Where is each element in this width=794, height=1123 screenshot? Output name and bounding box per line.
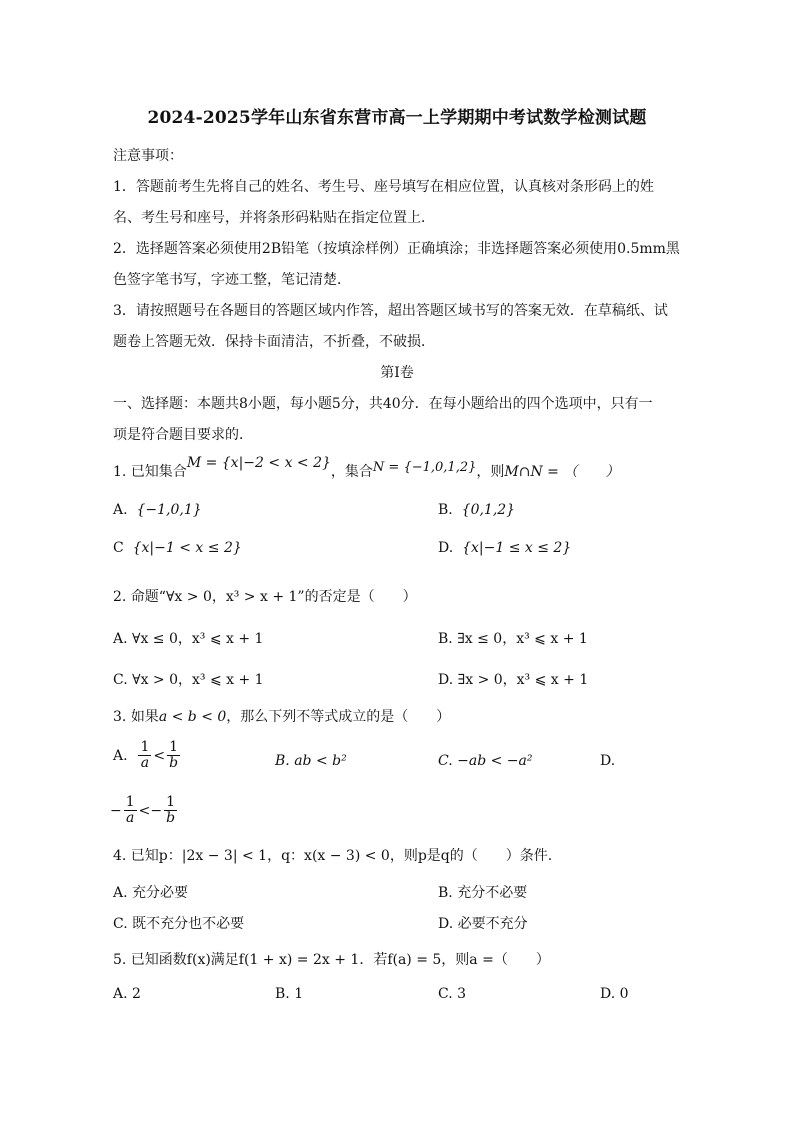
denominator: b: [166, 810, 176, 827]
question-4-stem: 4. 已知p：|2x − 3| < 1，q：x(x − 3) < 0，则p是q的（ ）条件.: [113, 848, 553, 864]
option-c: C. 3: [438, 986, 467, 1002]
option-c: C. −ab < −a²: [438, 753, 533, 769]
stem-text: ，则: [476, 464, 505, 480]
option-label: D.: [438, 540, 454, 556]
question-2-stem: 2. 命题“∀x > 0，x³ > x + 1”的否定是（ ）: [113, 589, 417, 605]
option-value: {x|−1 ≤ x ≤ 2}: [462, 540, 572, 556]
fraction-one-over-b: [164, 795, 177, 827]
minus-sign: −: [150, 802, 163, 819]
fraction-one-over-b: [167, 740, 180, 772]
option-label: A.: [113, 747, 128, 764]
set-m: M = {x|−2 < x < 2}: [186, 455, 331, 471]
section-heading: 一、选择题：本题共8小题，每小题5分，共40分．在每小题给出的四个选项中，只有一: [113, 396, 653, 412]
option-d: D. ∃x > 0，x³ ⩽ x + 1: [438, 672, 589, 688]
section-heading-cont: 项是符合题目要求的．: [113, 427, 253, 443]
numerator: 1: [125, 794, 135, 810]
option-label: B.: [438, 502, 453, 518]
option-d: [438, 540, 571, 556]
stem-text: 如果: [130, 709, 159, 725]
question-1-stem: [113, 455, 620, 481]
question-5-stem: 5. 已知函数f(x)满足f(1 + x) = 2x + 1．若f(a) = 5，则a =（ ）: [113, 952, 550, 968]
option-b: [438, 502, 515, 518]
option-c: C. 既不充分也不必要: [113, 916, 245, 932]
option-a: [113, 740, 182, 772]
notice-line: 1．答题前考生先将自己的姓名、考生号、座号填写在相应位置，认真核对条形码上的姓: [113, 179, 654, 195]
option-a: A. 2: [113, 986, 141, 1002]
option-b: B. 充分不必要: [438, 885, 528, 901]
less-than: <: [138, 802, 151, 819]
option-label: A.: [113, 502, 128, 518]
option-d-label: D.: [600, 753, 616, 769]
option-c: C. ∀x > 0，x³ ⩽ x + 1: [113, 672, 264, 688]
notice-line: 3．请按照题号在各题目的答题区域内作答，超出答题区域书写的答案无效．在草稿纸、试: [113, 303, 668, 319]
less-than: <: [153, 747, 166, 764]
option-a: A. 充分必要: [113, 885, 189, 901]
notice-line: 2．选择题答案必须使用2B铅笔（按填涂样例）正确填涂；非选择题答案必须使用0.5mm黑: [113, 241, 680, 257]
notice-line: 题卷上答题无效．保持卡面清洁，不折叠，不破损．: [113, 334, 435, 350]
stem-text: ，集合: [330, 464, 373, 480]
numerator: 1: [140, 739, 150, 755]
option-b: B. ab < b²: [275, 753, 347, 769]
option-value: {0,1,2}: [461, 502, 516, 518]
option-b: B. 1: [275, 986, 304, 1002]
minus-sign: −: [110, 802, 122, 819]
fraction-one-over-a: [124, 795, 137, 827]
option-label: C: [113, 540, 124, 556]
denominator: b: [169, 755, 179, 772]
option-value: {x|−1 < x ≤ 2}: [132, 540, 242, 556]
option-d: [110, 795, 179, 827]
page-title: 2024-2025学年山东省东营市高一上学期期中考试数学检测试题: [147, 108, 647, 128]
volume-heading: 第Ⅰ卷: [380, 365, 414, 381]
condition: a < b < 0: [158, 709, 227, 725]
question-number: 3.: [113, 709, 131, 725]
ask-text: M∩N = （ ）: [504, 464, 620, 480]
option-a: A. ∀x ≤ 0，x³ ⩽ x + 1: [113, 631, 264, 647]
set-n: N = {−1,0,1,2}: [372, 460, 477, 475]
option-d: D. 0: [600, 986, 629, 1002]
question-number: 1.: [113, 464, 131, 480]
option-b: B. ∃x ≤ 0，x³ ⩽ x + 1: [438, 631, 588, 647]
option-d: D. 必要不充分: [438, 916, 528, 932]
fraction-one-over-a: [138, 740, 151, 772]
notice-line: 色签字笔书写，字迹工整，笔记清楚．: [113, 272, 351, 288]
option-a: [113, 502, 202, 518]
notice-heading: 注意事项：: [113, 148, 183, 164]
denominator: a: [140, 755, 150, 772]
option-value: {−1,0,1}: [136, 502, 202, 518]
stem-text: ，那么下列不等式成立的是（ ）: [226, 709, 451, 725]
option-c: [113, 540, 242, 556]
question-3-stem: [113, 706, 450, 726]
numerator: 1: [167, 740, 180, 756]
numerator: 1: [164, 795, 177, 811]
denominator: a: [126, 810, 135, 827]
stem-text: 已知集合: [130, 464, 187, 480]
notice-line: 名、考生号和座号，并将条形码粘贴在指定位置上．: [113, 210, 435, 226]
